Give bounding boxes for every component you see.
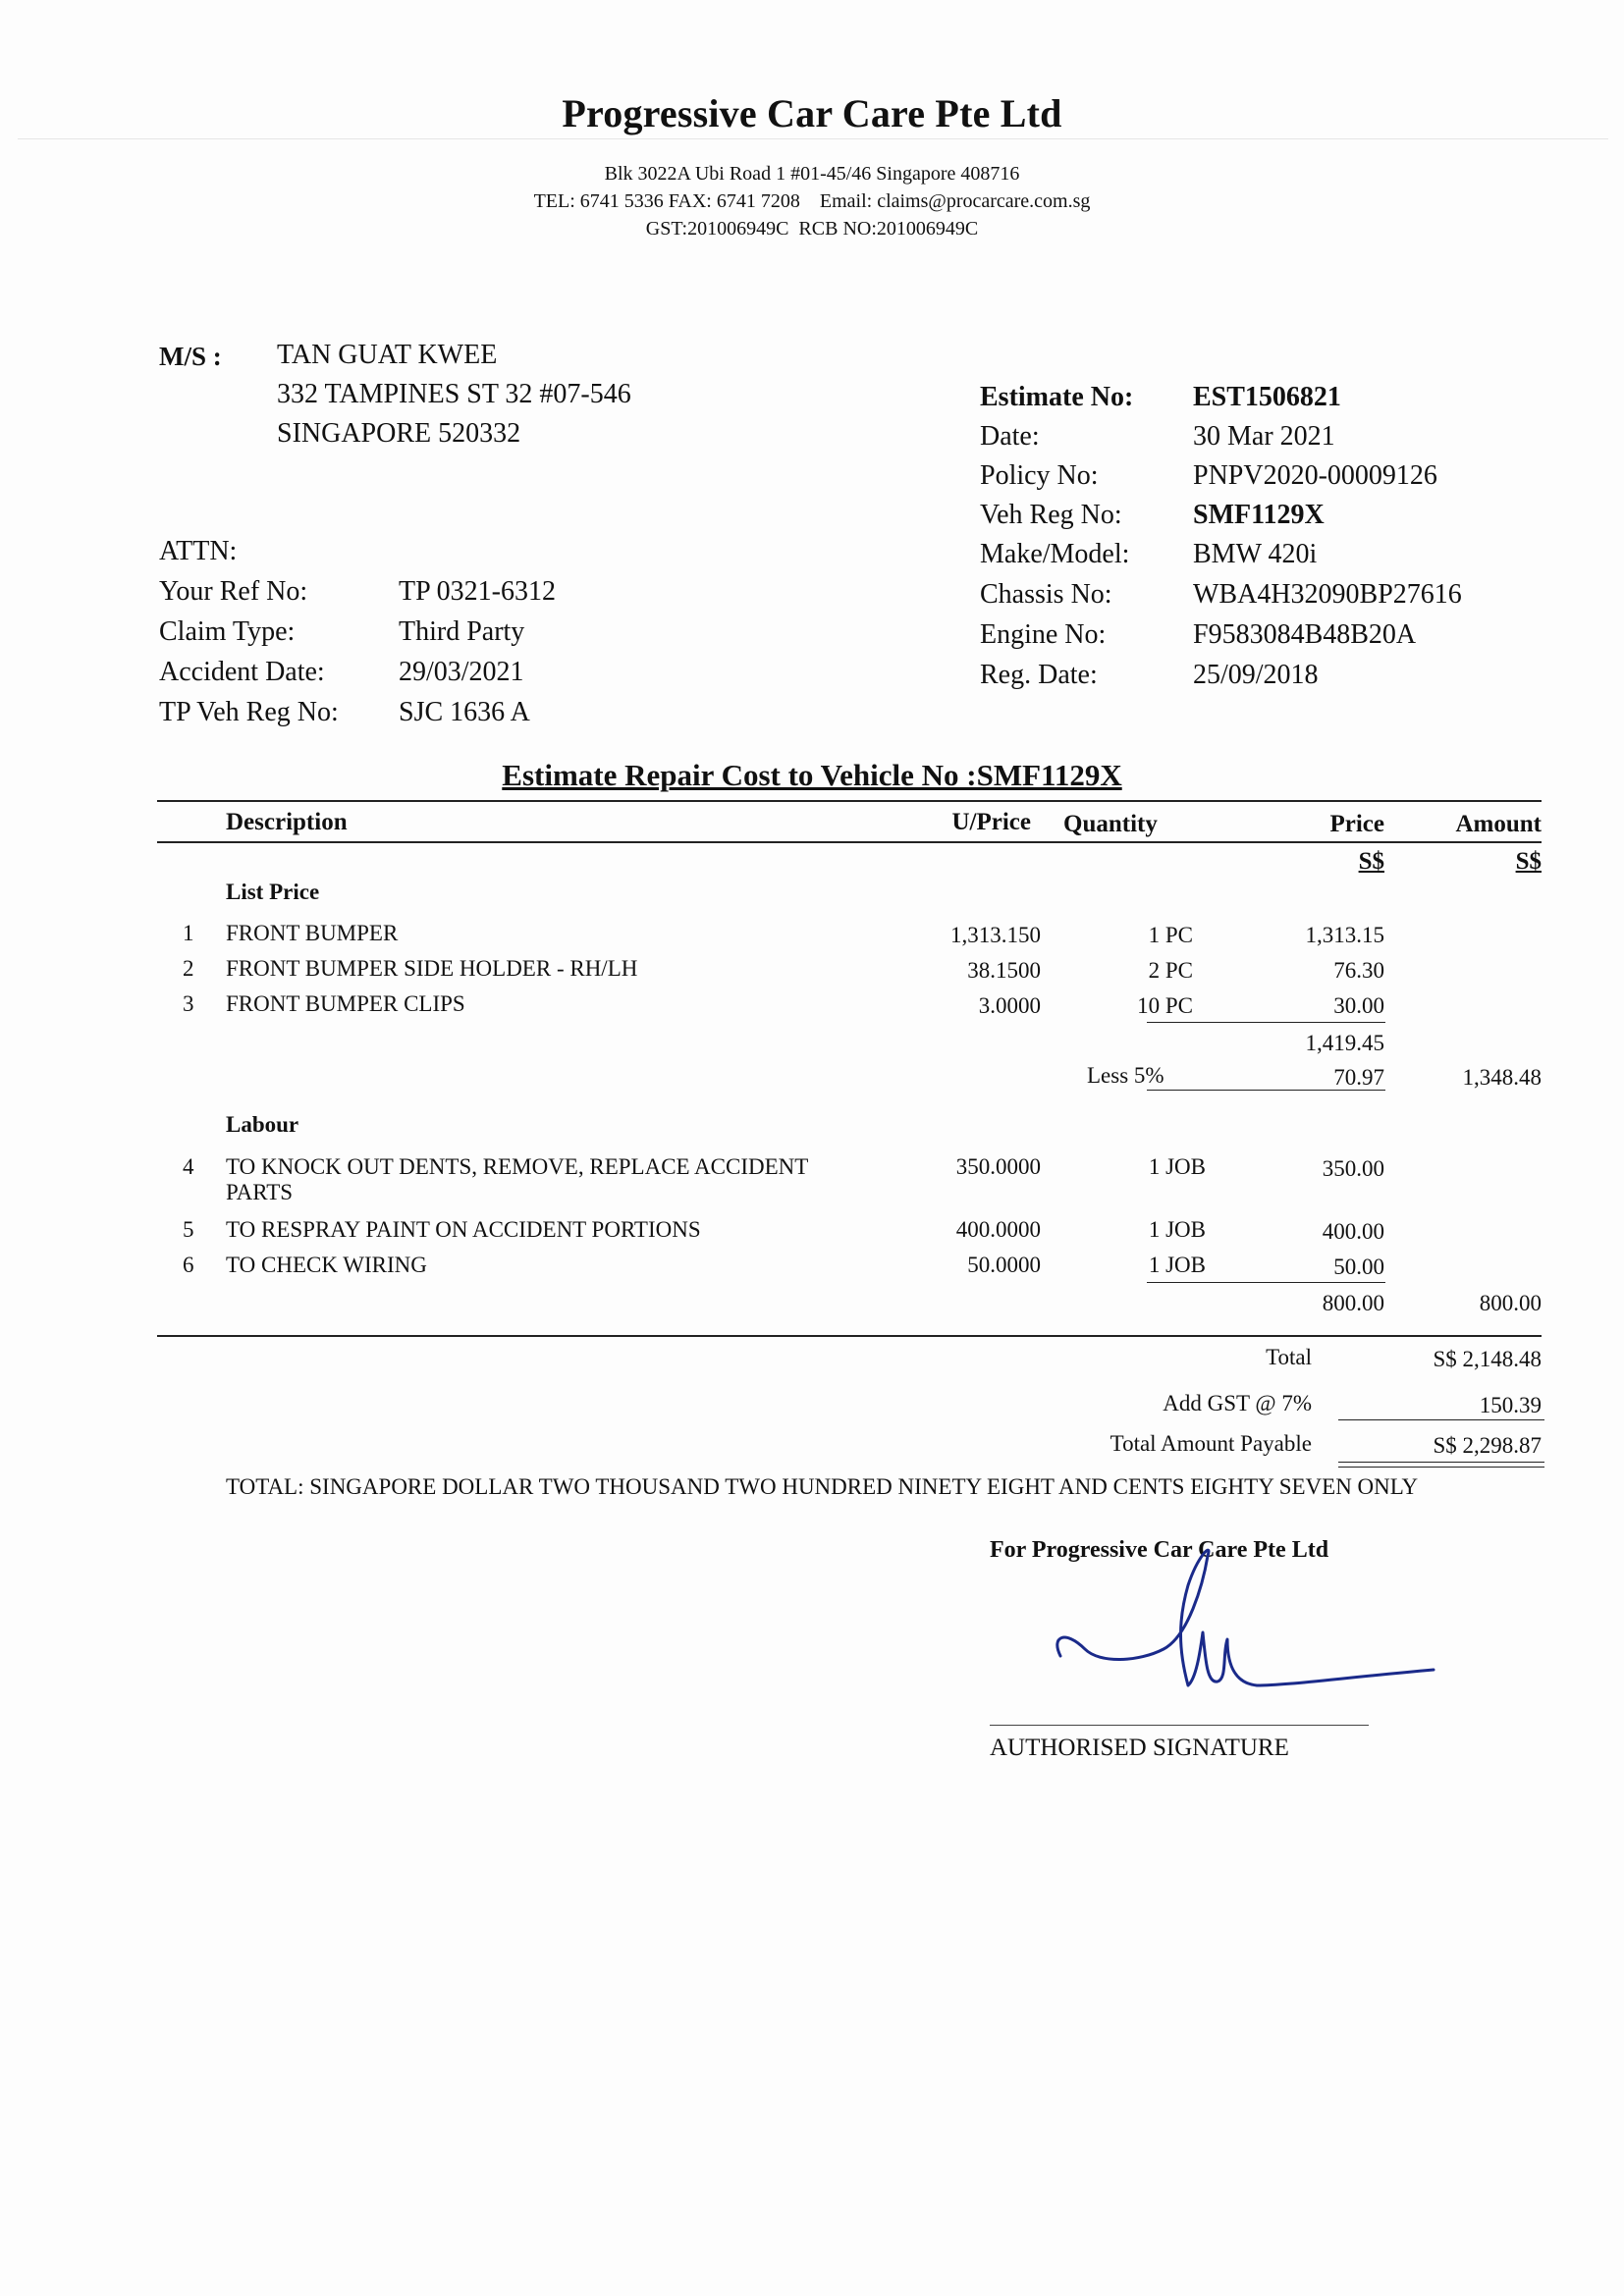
row-description: FRONT BUMPER SIDE HOLDER - RH/LH <box>226 956 638 981</box>
payable-double-rule-bottom <box>1338 1467 1544 1468</box>
row-description: TO RESPRAY PAINT ON ACCIDENT PORTIONS <box>226 1217 701 1242</box>
ref-no-label: Your Ref No: <box>159 576 308 607</box>
payable-label: Total Amount Payable <box>1110 1431 1312 1456</box>
tp-veh-reg-label: TP Veh Reg No: <box>159 697 339 727</box>
customer-address-line1: 332 TAMPINES ST 32 #07-546 <box>277 379 631 409</box>
row-number: 5 <box>183 1217 194 1242</box>
row-uprice: 38.1500 <box>967 958 1041 983</box>
ref-no-value: TP 0321-6312 <box>399 576 556 607</box>
row-uprice: 1,313.150 <box>950 923 1041 947</box>
row-quantity: 2 PC <box>1148 958 1193 983</box>
row-description: FRONT BUMPER <box>226 921 399 945</box>
policy-no-label: Policy No: <box>980 460 1099 491</box>
policy-no-value: PNPV2020-00009126 <box>1193 460 1437 491</box>
reg-date-label: Reg. Date: <box>980 660 1098 690</box>
gst-value: 150.39 <box>1479 1393 1542 1417</box>
customer-label: M/S : <box>159 342 222 371</box>
row-price: 30.00 <box>1333 993 1384 1018</box>
list-price-heading: List Price <box>226 880 320 904</box>
labour-subtotal: 800.00 <box>1322 1291 1384 1315</box>
table-bottom-rule <box>157 1335 1542 1337</box>
row-price: 400.00 <box>1322 1219 1384 1244</box>
accident-date-label: Accident Date: <box>159 657 325 687</box>
header-price: Price <box>1329 811 1384 837</box>
signature-line <box>990 1725 1369 1726</box>
chassis-no-value: WBA4H32090BP27616 <box>1193 579 1462 610</box>
row-price: 1,313.15 <box>1305 923 1384 947</box>
row-description-continued: PARTS <box>226 1180 294 1204</box>
row-number: 2 <box>183 956 194 981</box>
total-in-words: TOTAL: SINGAPORE DOLLAR TWO THOUSAND TWO HUNDRED NINETY EIGHT AND CENTS EIGHTY SEVEN ONLY <box>226 1474 1419 1499</box>
gst-label: Add GST @ 7% <box>1163 1391 1312 1415</box>
row-description: TO CHECK WIRING <box>226 1253 427 1277</box>
estimate-no-label: Estimate No: <box>980 382 1134 412</box>
header-amount-currency: S$ <box>1515 848 1542 875</box>
claim-type-value: Third Party <box>399 616 525 647</box>
discount-value: 70.97 <box>1333 1065 1384 1090</box>
gst-rule <box>1338 1419 1544 1420</box>
list-subtotal-rule <box>1147 1022 1385 1023</box>
tp-veh-reg-value: SJC 1636 A <box>399 697 530 727</box>
labour-subtotal-rule <box>1147 1282 1385 1283</box>
header-price-currency: S$ <box>1358 848 1384 875</box>
row-number: 6 <box>183 1253 194 1277</box>
row-uprice: 3.0000 <box>978 993 1041 1018</box>
table-header-rule <box>157 841 1542 843</box>
labour-heading: Labour <box>226 1112 299 1137</box>
total-value: S$ 2,148.48 <box>1433 1347 1542 1371</box>
veh-reg-value: SMF1129X <box>1193 500 1325 530</box>
row-quantity: 1 JOB <box>1148 1217 1206 1242</box>
total-label: Total <box>1266 1345 1312 1369</box>
attn-label: ATTN: <box>159 536 238 566</box>
header-divider <box>18 138 1608 139</box>
row-number: 1 <box>183 921 194 945</box>
table-top-rule <box>157 800 1542 802</box>
header-amount: Amount <box>1455 811 1542 837</box>
list-subtotal: 1,419.45 <box>1305 1031 1384 1055</box>
header-uprice: U/Price <box>951 809 1031 835</box>
company-registration: GST:201006949C RCB NO:201006949C <box>645 218 979 240</box>
row-number: 3 <box>183 991 194 1016</box>
discount-rule <box>1147 1090 1385 1091</box>
section-title: Estimate Repair Cost to Vehicle No :SMF1129X <box>502 758 1122 792</box>
claim-type-label: Claim Type: <box>159 616 296 647</box>
customer-address-line2: SINGAPORE 520332 <box>277 418 521 449</box>
chassis-no-label: Chassis No: <box>980 579 1112 610</box>
row-uprice: 350.0000 <box>955 1154 1041 1179</box>
make-model-value: BMW 420i <box>1193 539 1318 569</box>
veh-reg-label: Veh Reg No: <box>980 500 1122 530</box>
row-quantity: 1 JOB <box>1148 1253 1206 1277</box>
payable-value: S$ 2,298.87 <box>1433 1433 1542 1458</box>
discount-label: Less 5% <box>1087 1063 1164 1088</box>
row-description: FRONT BUMPER CLIPS <box>226 991 465 1016</box>
row-quantity: 1 PC <box>1148 923 1193 947</box>
row-quantity: 1 JOB <box>1148 1154 1206 1179</box>
signature-icon <box>1041 1546 1453 1718</box>
header-quantity: Quantity <box>1063 811 1158 837</box>
labour-amount: 800.00 <box>1479 1291 1542 1315</box>
company-contact: TEL: 6741 5336 FAX: 6741 7208 Email: claims@procarcare.com.sg <box>533 190 1091 212</box>
customer-name: TAN GUAT KWEE <box>277 340 498 370</box>
authorised-signature-label: AUTHORISED SIGNATURE <box>990 1735 1289 1761</box>
row-quantity: 10 PC <box>1137 993 1193 1018</box>
row-uprice: 400.0000 <box>955 1217 1041 1242</box>
engine-no-value: F9583084B48B20A <box>1193 619 1417 650</box>
payable-double-rule-top <box>1338 1462 1544 1463</box>
company-name: Progressive Car Care Pte Ltd <box>562 91 1062 135</box>
engine-no-label: Engine No: <box>980 619 1107 650</box>
list-price-amount: 1,348.48 <box>1462 1065 1542 1090</box>
signature-company-label: For Progressive Car Care Pte Ltd <box>990 1537 1329 1563</box>
reg-date-value: 25/09/2018 <box>1193 660 1319 690</box>
estimate-no-value: EST1506821 <box>1193 382 1341 412</box>
accident-date-value: 29/03/2021 <box>399 657 524 687</box>
row-uprice: 50.0000 <box>967 1253 1041 1277</box>
row-price: 350.00 <box>1322 1156 1384 1181</box>
row-number: 4 <box>183 1154 194 1179</box>
row-price: 50.00 <box>1333 1255 1384 1279</box>
row-description: TO KNOCK OUT DENTS, REMOVE, REPLACE ACCIDENT <box>226 1154 809 1179</box>
header-description: Description <box>226 809 348 835</box>
date-value: 30 Mar 2021 <box>1193 421 1335 452</box>
make-model-label: Make/Model: <box>980 539 1130 569</box>
row-price: 76.30 <box>1333 958 1384 983</box>
company-address: Blk 3022A Ubi Road 1 #01-45/46 Singapore 408716 <box>604 163 1020 185</box>
date-label: Date: <box>980 421 1040 452</box>
